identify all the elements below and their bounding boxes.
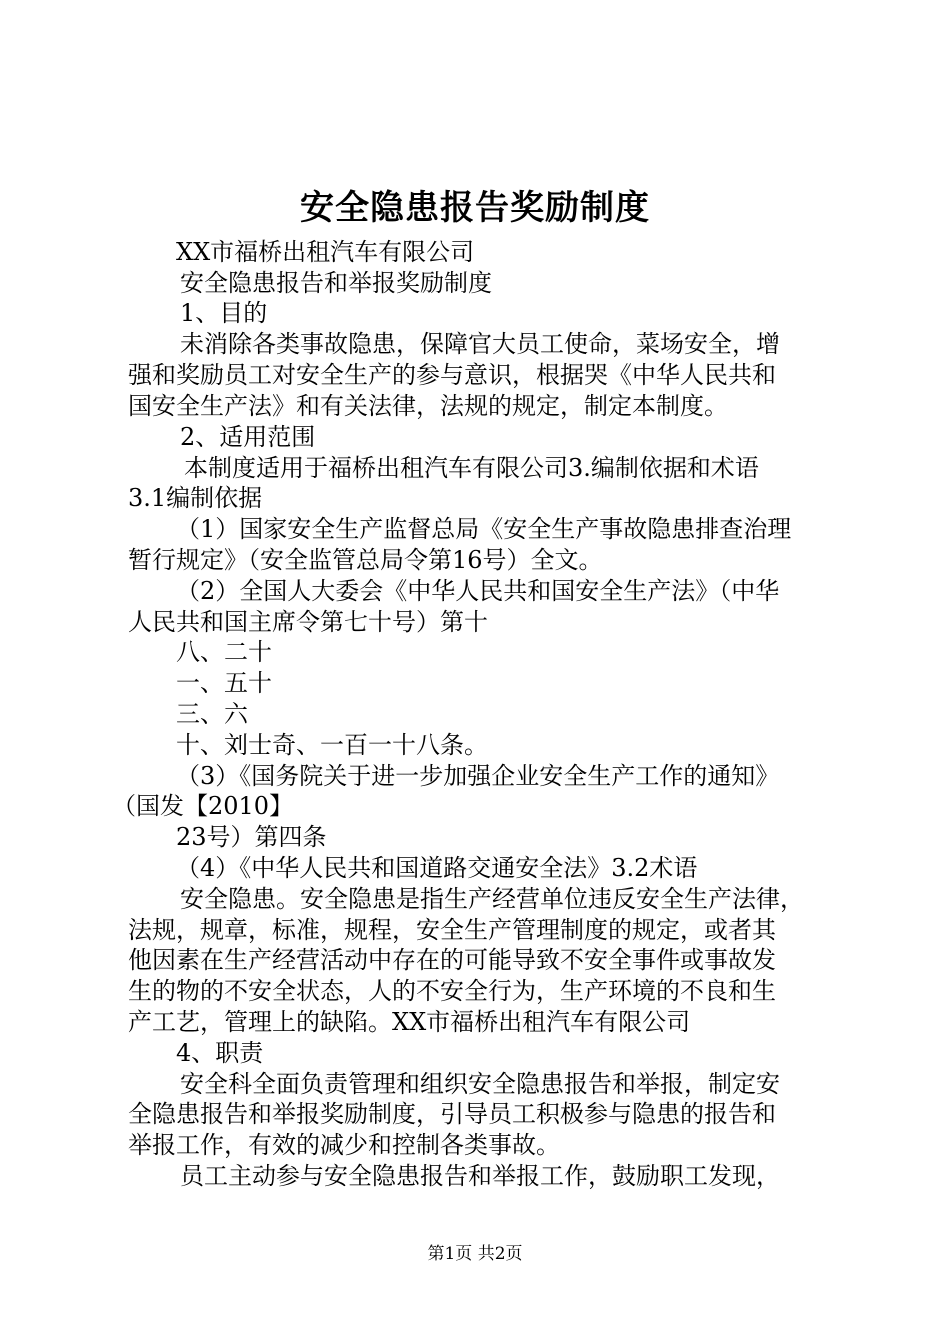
text-line: 人民共和国主席令第七十号）第十 [128,608,488,636]
text-line: 生的物的不安全状态，人的不安全行为，生产环境的不良和生 [128,977,776,1005]
text-line: （1）国家安全生产监督总局《安全生产事故隐患排查治理 [176,515,792,543]
section-heading: 4、职责 [176,1039,264,1067]
text-line: 3.1编制依据 [128,484,263,512]
section-heading: 2、适用范围 [180,423,316,451]
section-heading: 1、目的 [180,299,268,327]
text-line: 安全科全面负责管理和组织安全隐患报告和举报，制定安 [180,1070,780,1098]
text-line: （3）《国务院关于进一步加强企业安全生产工作的通知》 [176,762,780,790]
text-line: 一、五十 [176,669,272,697]
text-line: 八、二十 [176,638,272,666]
text-line: 国安全生产法》和有关法律，法规的规定，制定本制度。 [128,392,728,420]
text-line: （2）全国人大委会《中华人民共和国安全生产法》（中华 [176,577,780,605]
text-line: 法规，规章，标准，规程，安全生产管理制度的规定，或者其 [128,916,776,944]
text-line: 本制度适用于福桥出租汽车有限公司3.编制依据和术语 [184,454,759,482]
text-line: 全隐患报告和举报奖励制度，引导员工积极参与隐患的报告和 [128,1100,776,1128]
page-number: 第1页 共2页 [427,1244,523,1264]
text-line: 员工主动参与安全隐患报告和举报工作，鼓励职工发现， [180,1162,780,1190]
text-line: 三、六 [176,700,248,728]
text-line: 他因素在生产经营活动中存在的可能导致不安全事件或事故发 [128,946,776,974]
text-line: 安全隐患。安全隐患是指生产经营单位违反安全生产法律， [180,885,804,913]
text-line: （4）《中华人民共和国道路交通安全法》3.2术语 [176,854,698,882]
text-line: XX市福桥出租汽车有限公司 [176,238,475,266]
text-line: 强和奖励员工对安全生产的参与意识，根据哭《中华人民共和 [128,361,776,389]
text-line: 未消除各类事故隐患，保障官大员工使命，菜场安全，增 [180,330,780,358]
text-line: 产工艺，管理上的缺陷。XX市福桥出租汽车有限公司 [128,1008,691,1036]
text-line: 安全隐患报告和举报奖励制度 [180,269,492,297]
text-line: 十、刘士奇、一百一十八条。 [176,731,488,759]
text-line: 23号）第四条 [176,823,327,851]
text-line: 举报工作，有效的减少和控制各类事故。 [128,1131,560,1159]
text-line: （国发【2010】 [112,792,294,820]
text-line: 暂行规定》（安全监管总局令第16号）全文。 [128,546,603,574]
document-title: 安全隐患报告奖励制度 [300,188,650,228]
